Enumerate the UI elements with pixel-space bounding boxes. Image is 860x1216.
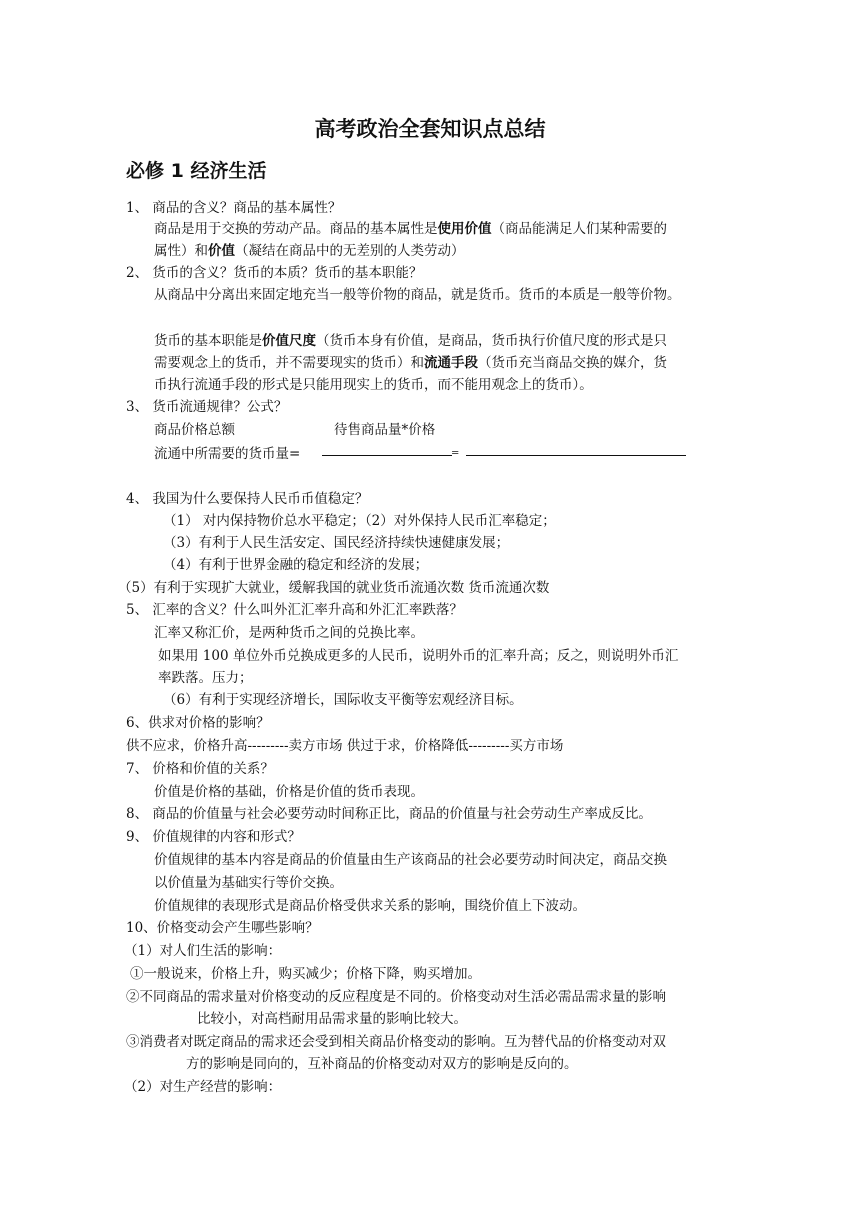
answer-2-line-2: 货币的基本职能是价值尺度（货币本身有价值，是商品，货币执行价值尺度的形式是只 [154,333,667,349]
answer-1-line-1: 商品是用于交换的劳动产品。商品的基本属性是使用价值（商品能满足人们某种需要的 [154,221,667,237]
formula-equals: = [451,448,460,459]
formula-numerator-2: 待售商品量*价格 [334,422,436,438]
term-use-value: 使用价值 [437,221,492,237]
answer-4-line-2: （3）有利于人民生活安定、国民经济持续快速健康发展； [163,535,510,551]
answer-1-line-2: 属性）和价值（凝结在商品中的无差别的人类劳动） [154,243,465,259]
answer-2-line-4: 币执行流通手段的形式是只能用现实上的货币，而不能用观念上的货币）。 [154,377,593,393]
question-10: 10、价格变动会产生哪些影响？ [126,920,319,936]
question-9: 9、 价值规律的内容和形式？ [126,829,301,845]
question-2: 2、 货币的含义？货币的本质？货币的基本职能？ [126,265,423,281]
document-title: 高考政治全套知识点总结 [314,117,546,141]
answer-6-line-1: 供不应求，价格升高---------卖方市场 供过于求，价格降低---------买方市场 [126,738,564,754]
answer-5-line-3: 率跌落。压力； [158,670,253,686]
section-heading: 必修 1 经济生活 [126,160,267,182]
question-1: 1、 商品的含义？商品的基本属性？ [126,200,342,216]
fraction-bar-2 [466,455,686,456]
subheading-production-impact: （2）对生产经营的影响： [124,1079,282,1095]
term-medium-of-circulation: 流通手段 [424,355,478,371]
question-6: 6、供求对价格的影响？ [126,715,270,731]
question-3: 3、 货币流通规律？公式？ [126,399,288,415]
formula-numerator-1: 商品价格总额 [154,422,235,438]
question-4: 4、 我国为什么要保持人民币币值稳定？ [126,491,369,507]
answer-7-line-1: 价值是价格的基础，价格是价值的货币表现。 [154,784,424,800]
point-2-line-2: 比较小，对高档耐用品需求量的影响比较大。 [197,1011,467,1027]
subheading-life-impact: （1）对人们生活的影响： [124,943,282,959]
question-8: 8、 商品的价值量与社会必要劳动时间称正比，商品的价值量与社会劳动生产率成反比。 [126,806,652,822]
answer-9-line-1: 价值规律的基本内容是商品的价值量由生产该商品的社会必要劳动时间决定，商品交换 [154,852,667,868]
question-7: 7、 价格和价值的关系？ [126,761,274,777]
point-3-line-1: ③消费者对既定商品的需求还会受到相关商品价格变动的影响。互为替代品的价格变动对双 [126,1034,666,1050]
answer-2-line-3: 需要观念上的货币，并不需要现实的货币）和流通手段（货币充当商品交换的媒介，货 [154,355,667,371]
fraction-bar-1 [322,455,452,456]
answer-9-line-3: 价值规律的表现形式是商品价格受供求关系的影响，围绕价值上下波动。 [154,898,586,914]
answer-4-line-4: （5）有利于实现扩大就业，缓解我国的就业货币流通次数 货币流通次数 [118,580,550,596]
point-2-line-1: ②不同商品的需求量对价格变动的反应程度是不同的。价格变动对生活必需品需求量的影响 [126,989,666,1005]
answer-5-line-1: 汇率又称汇价，是两种货币之间的兑换比率。 [154,625,424,641]
point-3-line-2: 方的影响是同向的，互补商品的价格变动对双方的影响是反向的。 [186,1056,578,1072]
answer-4-line-3: （4）有利于世界金融的稳定和经济的发展； [163,557,429,573]
answer-4-line-1: （1） 对内保持物价总水平稳定；（2）对外保持人民币汇率稳定； [163,513,556,529]
point-1: ①一般说来，价格上升，购买减少；价格下降，购买增加。 [130,966,481,982]
formula-lhs: 流通中所需要的货币量= [154,446,301,462]
term-measure-of-value: 价值尺度 [262,333,316,349]
answer-2-line-1: 从商品中分离出来固定地充当一般等价物的商品，就是货币。货币的本质是一般等价物。 [154,287,681,303]
question-5: 5、 汇率的含义？什么叫外汇汇率升高和外汇汇率跌落？ [126,602,463,618]
answer-9-line-2: 以价值量为基础实行等价交换。 [154,875,343,891]
answer-5-line-2: 如果用 100 单位外币兑换成更多的人民币，说明外币的汇率升高；反之，则说明外币汇 [158,648,679,664]
answer-5-line-4: （6）有利于实现经济增长，国际收支平衡等宏观经济目标。 [163,692,523,708]
term-value: 价值 [208,243,235,259]
